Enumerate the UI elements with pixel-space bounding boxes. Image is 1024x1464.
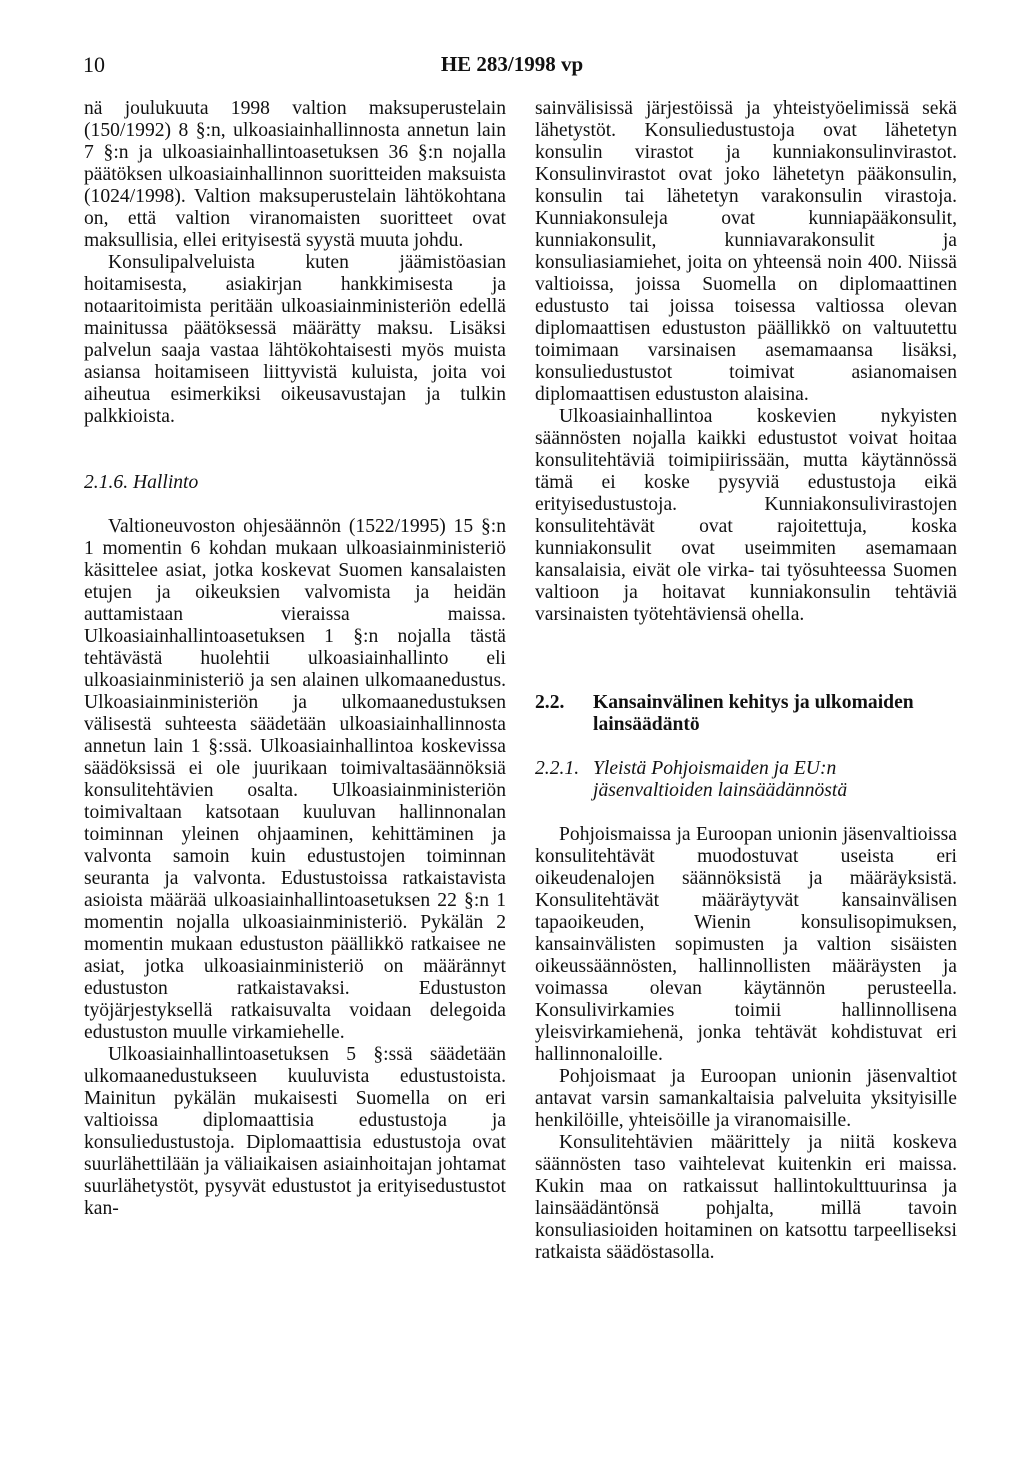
paragraph: Valtioneuvoston ohjesäännön (1522/1995) 15 §:n 1 momentin 6 kohdan mukaan ulkoasiainministeriö käsittelee asiat, jotka koskevat Suomen kansalaisten etujen ja oikeuksien valvomista ja heidän auttamistaan vieraissa maissa. Ulkoasiainhallintoasetuksen 1 §:n nojalla tästä tehtävästä huolehtii ulkoasiainhallinto eli ulkoasiainministeriö ja sen alainen ulkomaanedustus. Ulkoasiainministeriön ja ulkomaanedustuksen välisestä suhteesta säädetään ulkoasiainhallinnosta annetun lain 1 §:ssä. Ulkoasiainhallintoa koskevissa säädöksissä ei ole juurikaan toimivaltasäännöksiä konsulitehtävien osalta. Ulkoasiainministeriön toimivaltaan katsotaan kuuluvan hallinnonalan toiminnan yleinen ohjaaminen, kehittäminen ja valvonta samoin kuin edustustojen toiminnan seuranta ja valvonta. Edustustoissa ratkaistavista asioista määrää ulkoasiainhallintoasetuksen 22 §:n 1 momentin nojalla ulkoasiainministeriö. Pykälän 2 momentin mukaan edustuston päällikkö ratkaisee ne asiat, jotka ulkoasiainministeriö on määrännyt edustuston ratkaistavaksi. Edustuston työjärjestyksellä ratkaisuvalta voidaan delegoida edustuston muulle virkamiehelle. [84, 516, 506, 1043]
section-heading-2-1-6: 2.1.6. Hallinto [84, 472, 199, 493]
section-number: 2.2.1. [535, 758, 580, 779]
paragraph: Ulkoasiainhallintoasetuksen 5 §:ssä säädetään ulkomaanedustukseen kuuluvista edustustoista. Mainitun pykälän mukaisesti Suomella on eri valtioissa diplomaattisia edustustoja ja konsuliedustustoja. Diplomaattisia edustustoja ovat suurlähettilään ja väliaikaisen asiainhoitajan johtamat suurlähetystöt, pysyvät edustustot ja erityisedustustot kan- [84, 1044, 506, 1219]
section-title: Yleistä Pohjoismaiden ja EU:n jäsenvaltioiden lainsäädännöstä [593, 758, 848, 801]
left-column [84, 98, 506, 1220]
document-id: HE 283/1998 vp [440, 52, 584, 76]
paragraph: sainvälisissä järjestöissä ja yhteistyöelimissä sekä lähetystöt. Konsuliedustustoja ovat lähetetyn konsulin virastot ja kunniakonsulinvirastot. Konsulinvirastot ovat joko lähetetyn pääkonsulin, konsulin tai lähetetyn varakonsulin virastoja. Kunniakonsuleja ovat kunniapääkonsulit, kunniakonsulit, kunniavarakonsulit ja konsuliasiamiehet, joita on yhteensä noin 400. Niissä valtioissa, joissa Suomella on diplomaattinen edustusto tai joissa toisessa valtiossa olevan diplomaattisen edustuston päällikkö on valtuutettu toimimaan varsinaisen asemamaansa lisäksi, konsuliedustustot toimivat asianomaisen diplomaattisen edustuston alaisina. [535, 98, 957, 405]
page-number: 10 [83, 52, 105, 77]
section-heading-2-2 [535, 692, 957, 736]
paragraph: nä joulukuuta 1998 valtion maksuperustelain (150/1992) 8 §:n, ulkoasiainhallinnosta annetun lain 7 §:n ja ulkoasiainhallintoasetuksen 36 §:n nojalla päätöksen ulkoasiainhallinnon suoritteiden maksuista (1024/1998). Valtion maksuperustelain lähtökohtana on, että valtion viranomaisten suoritteet ovat maksullisia, ellei erityisestä syystä muuta johdu. [84, 98, 506, 251]
paragraph: Pohjoismaat ja Euroopan unionin jäsenvaltiot antavat varsin samankaltaisia palveluita yksityisille henkilöille, yhteisöille ja viranomaisille. [535, 1066, 957, 1131]
section-number: 2.2. [535, 692, 565, 713]
paragraph: Konsulipalveluista kuten jäämistöasian hoitamisesta, asiakirjan hankkimisesta ja notaaritoimista peritään ulkoasiainministeriön edellä mainitussa päätöksessä määrätty maksu. Lisäksi palvelun saaja vastaa lähtökohtaisesti myös muista asiansa hoitamiseen liittyvistä kuluista, joita voi aiheutua esimerkiksi oikeusavustajan ja tulkin palkkioista. [84, 252, 506, 427]
paragraph: Pohjoismaissa ja Euroopan unionin jäsenvaltioissa konsulitehtävät muodostuvat useista eri oikeudenalojen säännöksistä ja määräyksistä. Konsulitehtävät määräytyvät kansainvälisen tapaoikeuden, Wienin konsulisopimuksen, kansainvälisten sopimusten ja valtion sisäisten oikeussäännösten, hallinnollisten määräysten ja voimassa olevan käytännön perusteella. Konsulivirkamies toimii hallinnollisena yleisvirkamiehenä, jonka tehtävät kohdistuvat eri hallinnonaloille. [535, 824, 957, 1065]
section-title: Kansainvälinen kehitys ja ulkomaiden lainsäädäntö [593, 692, 914, 735]
paragraph: Ulkoasiainhallintoa koskevien nykyisten säännösten nojalla kaikki edustustot voivat hoitaa konsulitehtäviä toimipiirissään, mutta käytännössä tämä ei koske pysyviä edustustoja eikä erityisedustustoja. Kunniakonsulivirastojen konsulitehtävät ovat rajoitettuja, koska kunniakonsulit ovat useimmiten asemamaan kansalaisia, eivät ole virka- tai työsuhteessa Suomen valtioon ja hoitavat kunniakonsulin tehtäviä varsinaisten työtehtäviensä ohella. [535, 406, 957, 625]
section-heading-2-2-1 [535, 758, 957, 802]
right-column [535, 98, 957, 1264]
paragraph: Konsulitehtävien määrittely ja niitä koskeva säännösten taso vaihtelevat kuitenkin eri maissa. Kukin maa on ratkaissut hallintokulttuurinsa ja lainsäädäntönsä pohjalta, millä tavoin konsuliasioiden hoitaminen on katsottu tarpeelliseksi ratkaista säädöstasolla. [535, 1132, 957, 1263]
